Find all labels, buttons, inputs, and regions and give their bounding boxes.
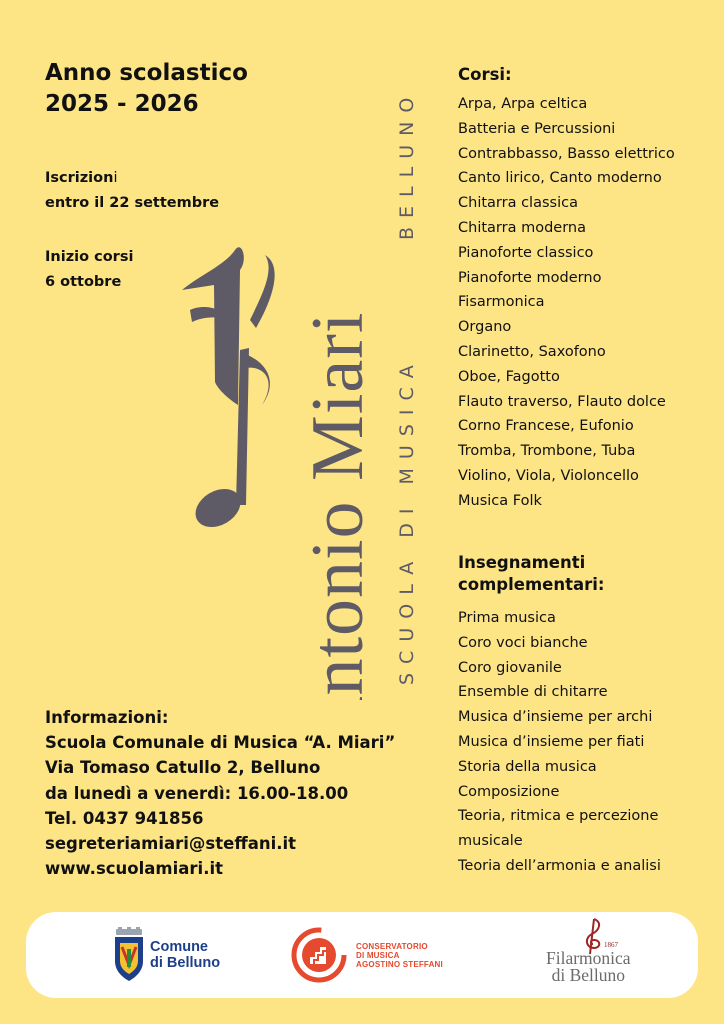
complementary-heading — [458, 552, 661, 596]
conservatorio-line1: CONSERVATORIO — [356, 941, 428, 951]
music-note-icon — [182, 247, 275, 534]
school-logo — [170, 60, 440, 700]
school-subtitle-logo: SCUOLA DI MUSICA — [396, 356, 418, 685]
conservatorio-text — [356, 942, 443, 969]
complementary-item: Prima musica — [458, 610, 556, 626]
filarmonica-line1: Filarmonica — [546, 948, 631, 968]
complementary-item: Teoria, ritmica e percezione — [458, 808, 659, 825]
course-item: Contrabbasso, Basso elettrico — [458, 145, 675, 162]
enrollment-title-suffix: i — [113, 170, 118, 186]
course-item: Violino, Viola, Violoncello — [458, 467, 639, 484]
partners-footer — [26, 912, 698, 998]
filarmonica-line2: di Belluno — [551, 965, 625, 985]
website-link[interactable]: www.scuolamiari.it — [45, 859, 224, 879]
complementary-item: Coro giovanile — [458, 659, 562, 676]
complementary-item: Musica d’insieme per archi — [458, 709, 653, 726]
complementary-item: Teoria dell’armonia e analisi — [458, 857, 661, 874]
course-item: Chitarra classica — [458, 195, 578, 212]
comune-line1: Comune — [150, 939, 208, 955]
course-start-title: Inizio corsi — [45, 249, 134, 265]
course-start-block — [45, 245, 133, 295]
complementary-item: Ensemble di chitarre — [458, 684, 608, 701]
conservatorio-line3: AGOSTINO STEFFANI — [356, 959, 443, 969]
course-item: Batteria e Percussioni — [458, 120, 616, 137]
enrollment-title-main: Iscrizion — [45, 170, 114, 186]
coat-of-arms-icon — [112, 927, 146, 983]
courses-section — [458, 64, 675, 514]
course-item: Arpa, Arpa celtica — [458, 96, 588, 112]
course-item: Organo — [458, 319, 512, 336]
contact-heading: Informazioni: — [45, 708, 169, 727]
course-item: Clarinetto, Saxofono — [458, 343, 606, 360]
conservatorio-logo-icon — [288, 924, 350, 986]
enrollment-deadline: entro il 22 settembre — [45, 195, 220, 211]
course-item: Pianoforte classico — [458, 244, 594, 261]
course-item: Canto lirico, Canto moderno — [458, 170, 662, 187]
complementary-item: Coro voci bianche — [458, 634, 588, 651]
course-item: Oboe, Fagotto — [458, 368, 560, 385]
complementary-item: Storia della musica — [458, 758, 597, 775]
conservatorio-steffani-logo — [288, 912, 443, 998]
course-item: Fisarmonica — [458, 294, 545, 311]
comune-line2: di Belluno — [150, 955, 221, 971]
complementary-heading-line1: Insegnamenti — [458, 553, 586, 572]
complementary-item: Musica d’insieme per fiati — [458, 733, 645, 750]
complementary-heading-line2: complementari: — [458, 575, 605, 594]
course-item: Tromba, Trombone, Tuba — [458, 443, 636, 460]
complementary-section — [458, 552, 661, 879]
phone-number: Tel. 0437 941856 — [45, 808, 204, 828]
conservatorio-line2: DI MUSICA — [356, 950, 400, 960]
course-item: Chitarra moderna — [458, 219, 586, 236]
course-item: Flauto traverso, Flauto dolce — [458, 393, 666, 410]
courses-list — [458, 92, 675, 514]
contact-info-block — [45, 705, 395, 881]
complementary-item: musicale — [458, 833, 523, 850]
school-city-logo: BELLUNO — [396, 88, 418, 240]
comune-di-belluno-logo — [112, 912, 220, 998]
filarmonica-mark — [516, 912, 646, 998]
email-address[interactable]: segreteriamiari@steffani.it — [45, 834, 297, 854]
school-logo-graphic — [170, 60, 440, 700]
filarmonica-year: 1867 — [604, 941, 618, 949]
course-start-date: 6 ottobre — [45, 274, 122, 290]
office-hours: da lunedì a venerdì: 16.00-18.00 — [45, 783, 349, 803]
complementary-item: Composizione — [458, 783, 560, 800]
course-item: Corno Francese, Eufonio — [458, 418, 634, 435]
academic-year-label: Anno scolastico — [45, 60, 248, 86]
filarmonica-text — [546, 950, 631, 984]
course-item: Pianoforte moderno — [458, 269, 602, 286]
filarmonica-di-belluno-logo — [516, 912, 646, 998]
courses-heading: Corsi: — [458, 65, 512, 84]
academic-year-range: 2025 - 2026 — [45, 91, 199, 117]
comune-text — [150, 939, 220, 971]
school-name: Scuola Comunale di Musica “A. Miari” — [45, 733, 396, 753]
school-address: Via Tomaso Catullo 2, Belluno — [45, 758, 321, 778]
complementary-list — [458, 606, 661, 879]
course-item: Musica Folk — [458, 492, 542, 509]
school-name-logo: Antonio Miari — [297, 311, 379, 700]
